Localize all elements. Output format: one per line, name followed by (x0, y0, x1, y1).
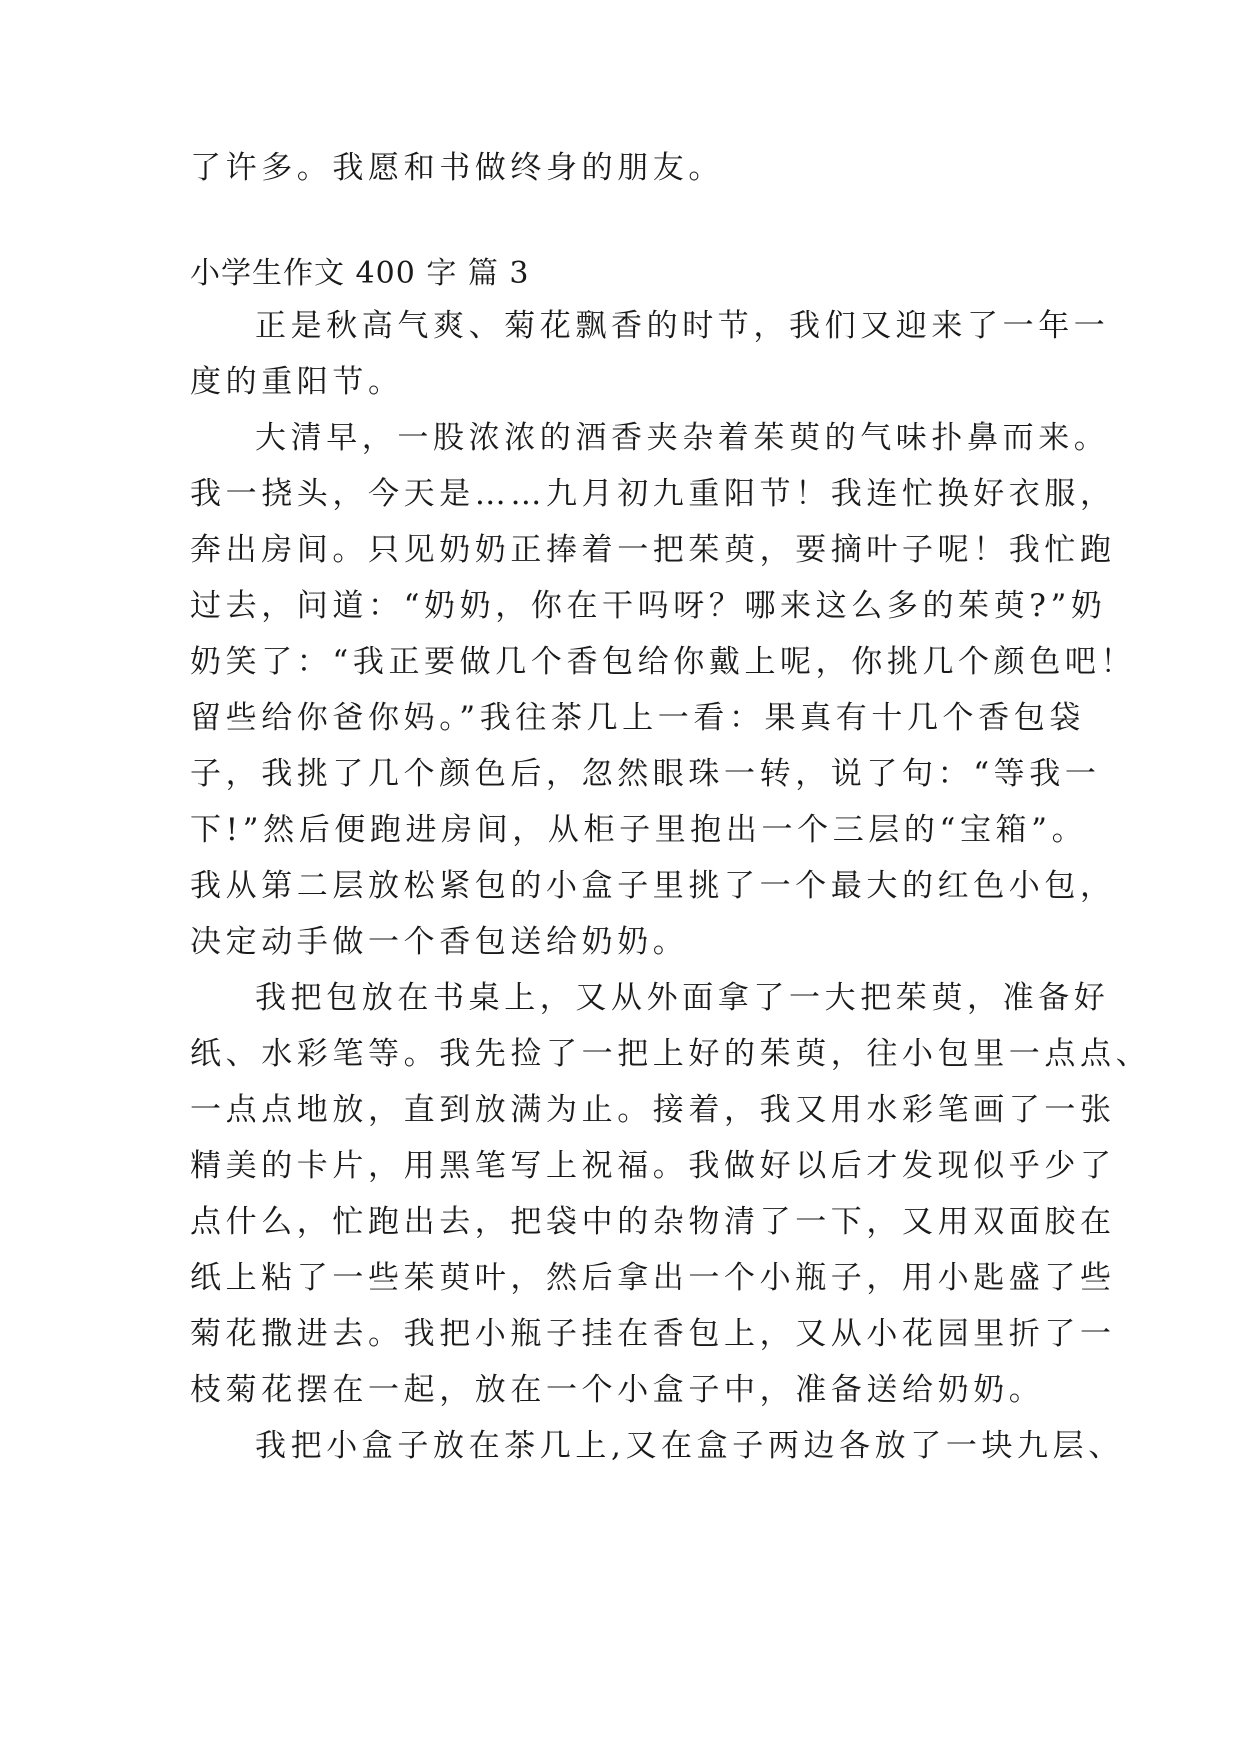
text-line: 我一挠头，今天是……九月初九重阳节！我连忙换好衣服， (190, 476, 1116, 512)
section-heading: 小学生作文 400 字 篇 3 (190, 256, 530, 291)
text-line: 过去，问道：“奶奶，你在干吗呀？哪来这么多的茱萸?”奶 (190, 588, 1107, 624)
text-line: 精美的卡片，用黑笔写上祝福。我做好以后才发现似乎少了 (190, 1148, 1116, 1184)
text-line: 了许多。我愿和书做终身的朋友。 (190, 150, 724, 186)
text-line: 子，我挑了几个颜色后，忽然眼珠一转，说了句：“等我一 (190, 756, 1101, 792)
text-line: 枝菊花摆在一起，放在一个小盒子中，准备送给奶奶。 (190, 1372, 1045, 1408)
text-line: 菊花撒进去。我把小瓶子挂在香包上，又从小花园里折了一 (190, 1316, 1116, 1352)
text-line: 纸、水彩笔等。我先捡了一把上好的茱萸，往小包里一点点、 (190, 1036, 1152, 1072)
text-line: 纸上粘了一些茱萸叶，然后拿出一个小瓶子，用小匙盛了些 (190, 1260, 1116, 1296)
text-line: 下!”然后便跑进房间，从柜子里抱出一个三层的“宝箱”。 (190, 812, 1088, 848)
text-line: 大清早，一股浓浓的酒香夹杂着茱萸的气味扑鼻而来。 (255, 420, 1110, 456)
text-line: 一点点地放，直到放满为止。接着，我又用水彩笔画了一张 (190, 1092, 1116, 1128)
text-line: 度的重阳节。 (190, 364, 404, 400)
text-line: 决定动手做一个香包送给奶奶。 (190, 924, 689, 960)
text-line: 留些给你爸你妈。”我往茶几上一看：果真有十几个香包袋 (190, 700, 1085, 736)
text-line: 我把包放在书桌上，又从外面拿了一大把茱萸，准备好 (255, 980, 1110, 1016)
text-line: 奶笑了：“我正要做几个香包给你戴上呢，你挑几个颜色吧！ (190, 644, 1137, 680)
text-line: 正是秋高气爽、菊花飘香的时节，我们又迎来了一年一 (255, 308, 1110, 344)
text-line: 点什么，忙跑出去，把袋中的杂物清了一下，又用双面胶在 (190, 1204, 1116, 1240)
text-line: 我把小盒子放在茶几上,又在盒子两边各放了一块九层、 (255, 1428, 1124, 1464)
text-line: 我从第二层放松紧包的小盒子里挑了一个最大的红色小包， (190, 868, 1116, 904)
text-line: 奔出房间。只见奶奶正捧着一把茱萸，要摘叶子呢！我忙跑 (190, 532, 1116, 568)
